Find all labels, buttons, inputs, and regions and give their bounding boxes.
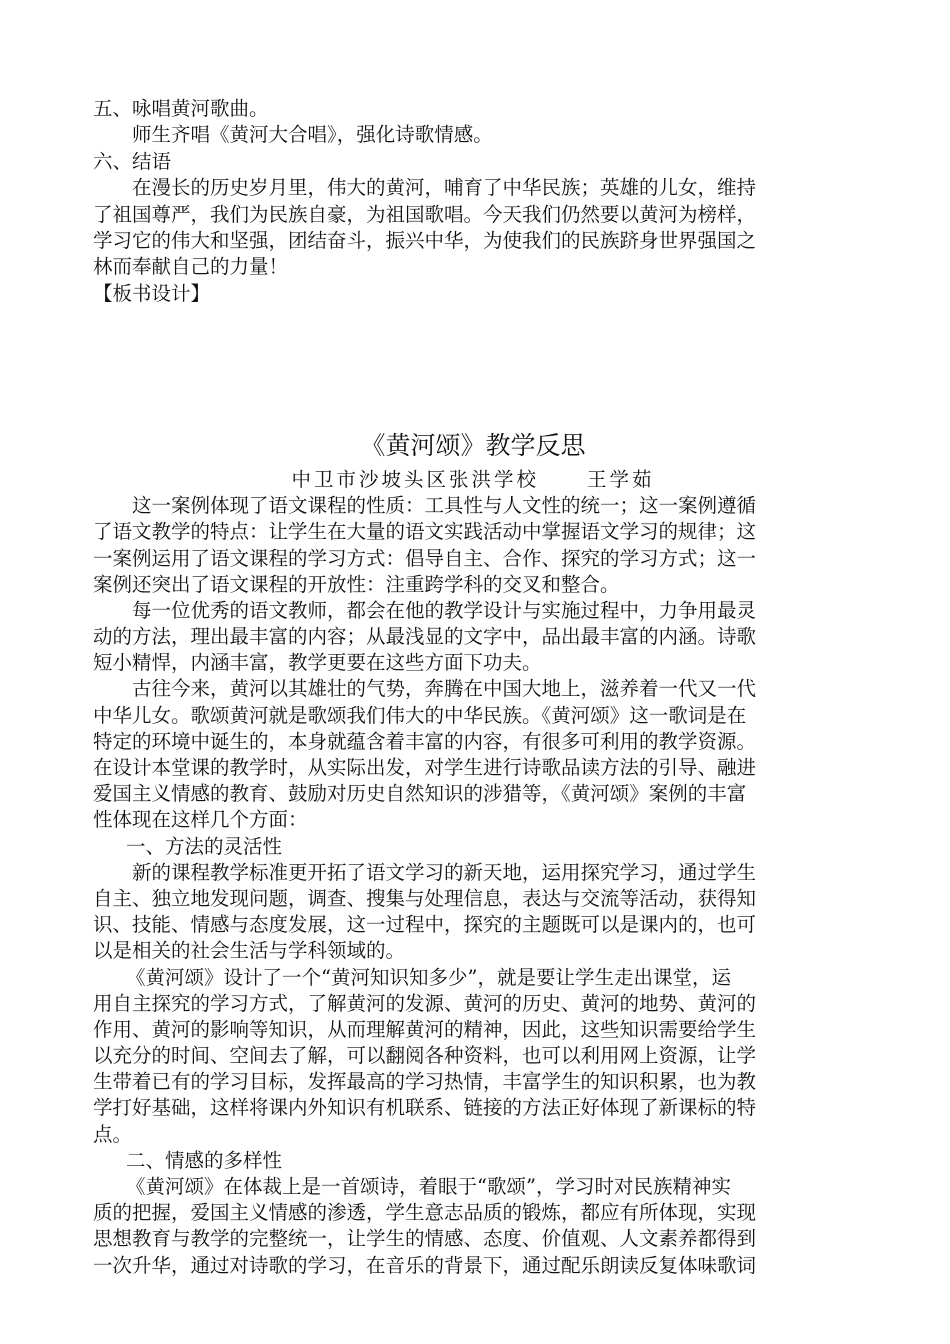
- paragraph-line: 用自主探究的学习方式，了解黄河的发源、黄河的历史、黄河的地势、黄河的: [93, 991, 757, 1015]
- paragraph-line: 爱国主义情感的教育、鼓励对历史自然知识的涉猎等，《黄河颂》案例的丰富: [93, 782, 747, 806]
- paragraph-line: 自主、独立地发现问题，调查、搜集与处理信息，表达与交流等活动，获得知: [93, 886, 757, 910]
- paragraph-line: 新的课程教学标准更开拓了语文学习的新天地，运用探究学习，通过学生: [132, 860, 757, 884]
- subheading-emotional-diversity: 二、情感的多样性: [126, 1148, 283, 1172]
- article-body: [93, 493, 853, 1279]
- paragraph-line: 这一案例体现了语文课程的性质：工具性与人文性的统一；这一案例遵循: [132, 494, 757, 518]
- subheading-method-flexibility: 一、方法的灵活性: [126, 834, 283, 858]
- byline: [93, 467, 853, 493]
- paragraph-line: 《黄河颂》设计了一个“黄河知识知多少”，就是要让学生走出课堂，运: [126, 965, 731, 989]
- paragraph-line: 短小精悍，内涵丰富，教学更要在这些方面下功夫。: [93, 651, 542, 675]
- paragraph-line: 识、技能、情感与态度发展，这一过程中，探究的主题既可以是课内的，也可: [93, 913, 757, 937]
- heading-conclusion: 六、结语: [93, 149, 172, 173]
- paragraph-line: 中华儿女。歌颂黄河就是歌颂我们伟大的中华民族。《黄河颂》这一歌词是在: [93, 703, 747, 727]
- heading-board-design: 【板书设计】: [93, 281, 211, 305]
- paragraph-line: 一案例运用了语文课程的学习方式：倡导自主、合作、探究的学习方式；这一: [93, 546, 757, 570]
- paragraph-line: 学打好基础，这样将课内外知识有机联系、链接的方法正好体现了新课标的特: [93, 1096, 757, 1120]
- paragraph-line: 作用、黄河的影响等知识，从而理解黄河的精神，因此，这些知识需要给学生: [93, 1017, 757, 1041]
- paragraph-line: 每一位优秀的语文教师，都会在他的教学设计与实施过程中，力争用最灵: [132, 598, 757, 622]
- paragraph-line: 在漫长的历史岁月里，伟大的黄河，哺育了中华民族；英雄的儿女，维持: [132, 176, 757, 200]
- paragraph-line: 林而奉献自己的力量！: [93, 255, 289, 279]
- paragraph-line: 古往今来，黄河以其雄壮的气势，奔腾在中国大地上，滋养着一代又一代: [132, 677, 757, 701]
- previous-section: [93, 96, 853, 307]
- paragraph-line: 了语文教学的特点：让学生在大量的语文实践活动中掌握语文学习的规律；这: [93, 520, 757, 544]
- paragraph-line: 了祖国尊严，我们为民族自豪，为祖国歌唱。今天我们仍然要以黄河为榜样，: [93, 202, 757, 226]
- paragraph-line: 思想教育与教学的完整统一，让学生的情感、态度、价值观、人文素养都得到: [93, 1227, 757, 1251]
- blank-space: [93, 307, 853, 423]
- paragraph-line: 生带着已有的学习目标，发挥最高的学习热情，丰富学生的知识积累，也为教: [93, 1070, 757, 1094]
- paragraph-line: 性体现在这样几个方面：: [93, 808, 308, 832]
- paragraph-line: 案例还突出了语文课程的开放性：注重跨学科的交叉和整合。: [93, 572, 620, 596]
- paragraph-line: 一次升华，通过对诗歌的学习，在音乐的背景下，通过配乐朗读反复体味歌词: [93, 1253, 757, 1277]
- heading-sing-songs: 五、咏唱黄河歌曲。: [93, 97, 269, 120]
- paragraph-line: 以是相关的社会生活与学科领域的。: [93, 939, 406, 963]
- school-name: 中卫市沙坡头区张洪学校: [291, 468, 539, 492]
- paragraph-line: 学习它的伟大和坚强，团结奋斗，振兴中华，为使我们的民族跻身世界强国之: [93, 228, 757, 252]
- article-title: 《黄河颂》教学反思: [360, 431, 586, 461]
- paragraph-line: 点。: [93, 1122, 133, 1146]
- paragraph-line: 《黄河颂》在体裁上是一首颂诗，着眼于“歌颂”，学习时对民族精神实: [126, 1175, 731, 1198]
- author-name: 王学茹: [587, 468, 655, 492]
- document-page: [93, 96, 853, 1279]
- paragraph-line: 质的把握，爱国主义情感的渗透，学生意志品质的锻炼，都应有所体现，实现: [93, 1201, 757, 1225]
- paragraph-line: 动的方法，理出最丰富的内容；从最浅显的文字中，品出最丰富的内涵。诗歌: [93, 625, 757, 649]
- paragraph-line: 在设计本堂课的教学时，从实际出发，对学生进行诗歌品读方法的引导、融进: [93, 756, 757, 779]
- paragraph-line: 以充分的时间、空间去了解，可以翻阅各种资料，也可以利用网上资源，让学: [93, 1044, 757, 1068]
- paragraph-line: 师生齐唱《黄河大合唱》，强化诗歌情感。: [132, 123, 493, 147]
- paragraph-line: 特定的环境中诞生的，本身就蕴含着丰富的内容，有很多可利用的教学资源。: [93, 729, 757, 753]
